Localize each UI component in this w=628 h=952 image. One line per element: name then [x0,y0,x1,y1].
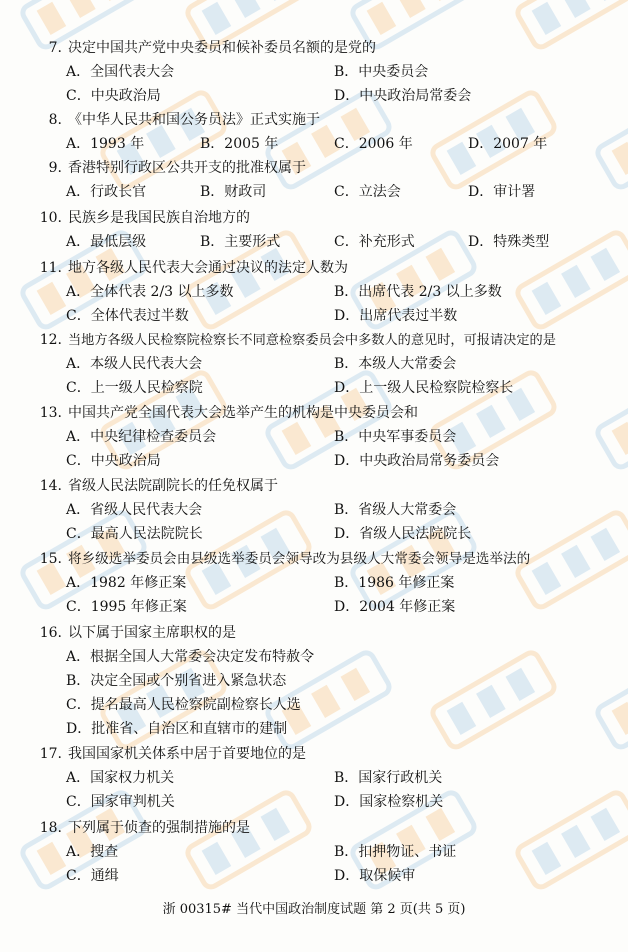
option-d: D．特殊类型 [468,234,550,250]
option-c: C．补充形式 [334,234,415,250]
question-stem: 香港特别行政区公共开支的批准权属于 [68,160,306,176]
option-c: C．提名最高人民检察院副检察长人选 [66,697,301,713]
option-b: B．财政司 [200,184,267,200]
option-a: A．全体代表 2/3 以上多数 [66,284,234,300]
question-stem: 将乡级选举委员会由县级选举委员会领导改为县级人大常委会领导是选举法的 [68,551,531,567]
question-number: 8. [48,112,62,128]
option-b: B．中央委员会 [334,64,429,80]
option-b: B．扣押物证、书证 [334,844,457,860]
option-b: B．主要形式 [200,234,281,250]
option-b: B．本级人大常委会 [334,356,457,372]
option-d: D．出席代表过半数 [334,308,458,324]
question-stem: 中国共产党全国代表大会选举产生的机构是中央委员会和 [68,405,418,421]
option-c: C．全体代表过半数 [66,308,189,324]
question-stem: 当地方各级人民检察院检察长不同意检察委员会中多数人的意见时，可报请决定的是 [68,333,556,348]
question-stem: 决定中国共产党中央委员和候补委员名额的是党的 [68,40,376,56]
question-number: 17. [39,746,62,762]
option-c: C．通缉 [66,868,119,884]
page-footer: 浙 00315# 当代中国政治制度试题 第 2 页(共 5 页) [162,902,466,917]
option-d: D．省级人民法院院长 [334,526,472,542]
question-number: 15. [39,551,62,567]
question-stem: 《中华人民共和国公务员法》正式实施于 [68,112,320,128]
question-number: 7. [48,40,62,56]
option-a: A．搜查 [66,844,119,860]
question-stem: 我国国家机关体系中居于首要地位的是 [68,746,306,762]
option-a: A．最低层级 [66,234,147,250]
option-a: A．省级人民代表大会 [66,502,203,518]
option-b: B．决定全国或个别省进入紧急状态 [66,673,287,689]
option-a: A．1993 年 [66,136,145,152]
option-d: D．中央政治局常委会 [334,88,472,104]
option-c: C．2006 年 [334,136,413,152]
question-number: 12. [39,332,62,348]
option-b: B．1986 年修正案 [334,575,455,591]
question-stem: 民族乡是我国民族自治地方的 [68,210,250,226]
option-a: A．国家权力机关 [66,770,175,786]
option-a: A．行政长官 [66,184,147,200]
option-c: C．上一级人民检察院 [66,380,203,396]
option-b: B．国家行政机关 [334,770,443,786]
option-a: A．本级人民代表大会 [66,356,203,372]
question-stem: 地方各级人民代表大会通过决议的法定人数为 [68,260,348,276]
option-c: C．中央政治局 [66,453,161,469]
option-b: B．省级人大常委会 [334,502,457,518]
question-stem: 下列属于侦查的强制措施的是 [68,820,250,836]
option-d: D．批准省、自治区和直辖市的建制 [66,721,288,737]
option-c: C．最高人民法院院长 [66,526,203,542]
option-c: C．立法会 [334,184,401,200]
option-a: A．全国代表大会 [66,64,175,80]
question-stem: 省级人民法院副院长的任免权属于 [68,478,278,494]
question-number: 9. [48,160,62,176]
option-a: A．1982 年修正案 [66,575,187,591]
option-a: A．根据全国人大常委会决定发布特赦令 [66,649,315,665]
option-a: A．中央纪律检查委员会 [66,429,217,445]
question-number: 13. [39,405,62,421]
option-d: D．国家检察机关 [334,794,444,810]
question-number: 16. [39,625,62,641]
option-d: D．取保候审 [334,868,416,884]
question-number: 10. [39,210,62,226]
question-number: 18. [39,820,62,836]
option-c: C．中央政治局 [66,88,161,104]
option-d: D．2007 年 [468,136,548,152]
question-number: 14. [39,478,62,494]
question-number: 11. [39,260,62,276]
option-d: D．审计署 [468,184,536,200]
question-stem: 以下属于国家主席职权的是 [68,625,236,641]
option-c: C．1995 年修正案 [66,599,187,615]
option-b: B．出席代表 2/3 以上多数 [334,284,502,300]
option-d: D．2004 年修正案 [334,599,456,615]
option-b: B．2005 年 [200,136,279,152]
option-d: D．上一级人民检察院检察长 [334,380,514,396]
option-c: C．国家审判机关 [66,794,175,810]
option-b: B．中央军事委员会 [334,429,457,445]
option-d: D．中央政治局常务委员会 [334,453,500,469]
